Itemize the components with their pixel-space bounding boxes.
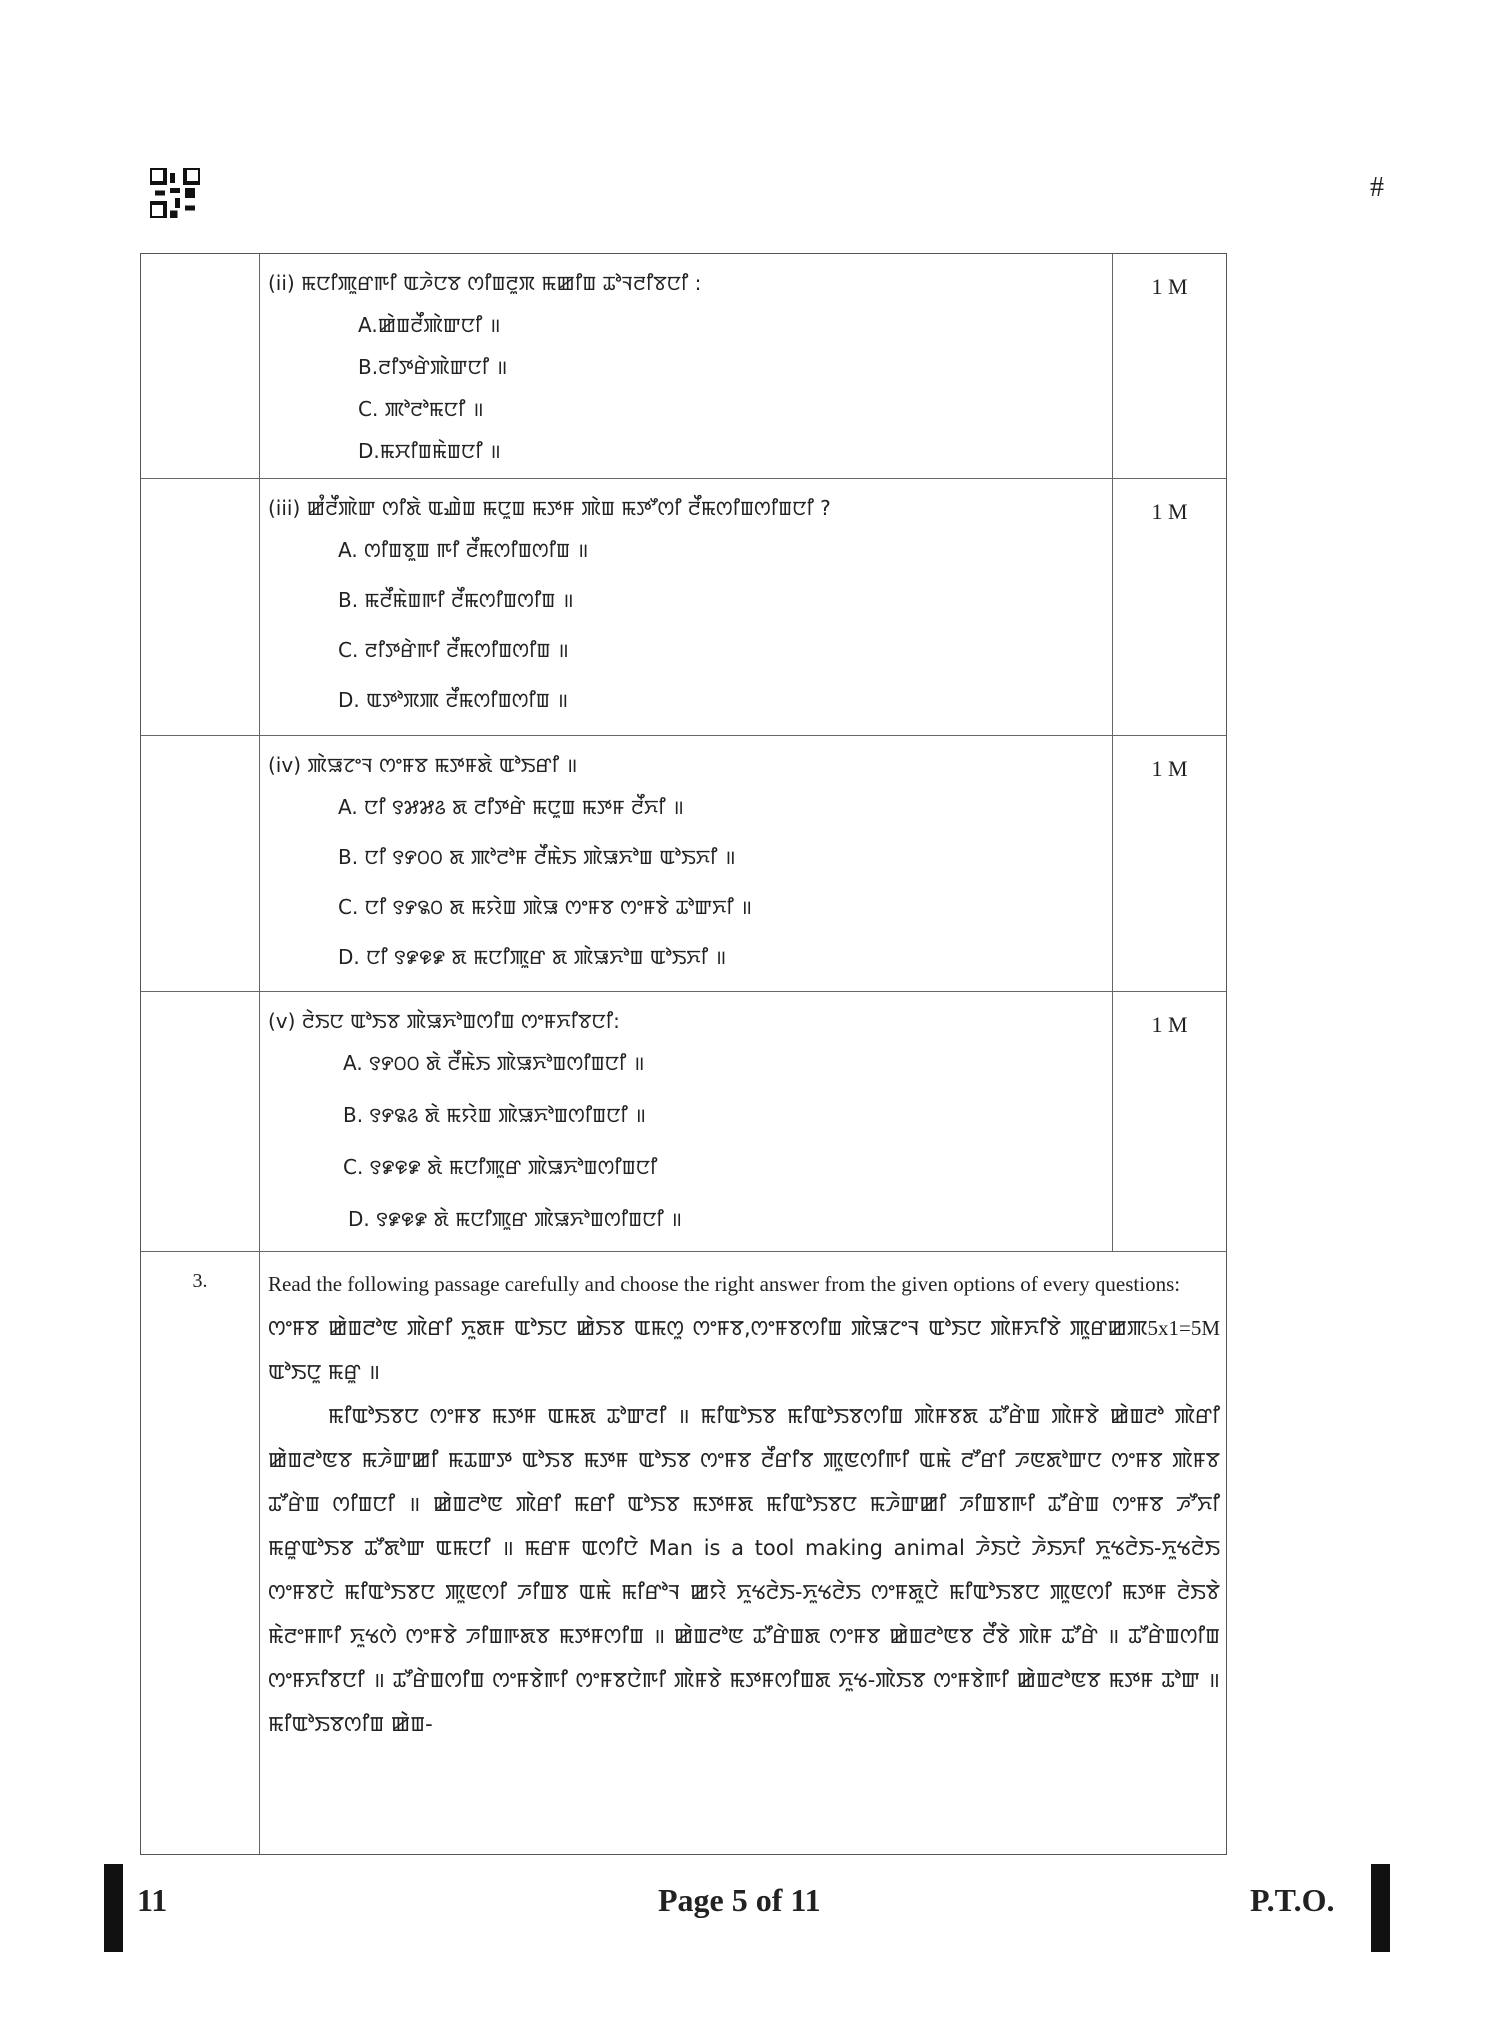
question-text: ꯃꯅꯤꯄꯨꯔꯒꯤ ꯑꯍꯥꯅꯕ ꯁꯤꯡꯂꯨꯞ ꯃꯀꯤꯡ ꯊꯣꯜꯂꯤꯕꯅꯤ : bbox=[301, 271, 702, 295]
option: D. ꯱꯹꯶꯹ ꯗꯥ ꯃꯅꯤꯄꯨꯔ ꯄꯥꯎꯈꯣꯡꯁꯤꯡꯅꯤ ॥ bbox=[348, 1207, 683, 1231]
question-row: (ii) ꯃꯅꯤꯄꯨꯔꯒꯤ ꯑꯍꯥꯅꯕ ꯁꯤꯡꯂꯨꯞ ꯃꯀꯤꯡ ꯊꯣꯜꯂꯤꯕꯅꯤ : A.ꯀꯥꯡꯂꯩꯄꯥꯛꯅꯤ ॥ B.ꯂꯤꯇꯔꯥꯄꯥꯛꯅꯤ ॥ C. ꯄꯣꯂꯣꯃꯅꯤ ॥ D.ꯃꯆꯤꯡꯃꯥꯡꯅꯤ ॥ 1 M bbox=[141, 254, 1226, 479]
option: C. ꯂꯤꯇꯔꯥꯒꯤ ꯂꯩꯃꯁꯤꯡꯁꯤꯡ ॥ bbox=[338, 638, 569, 662]
footer-bar-right bbox=[1371, 1864, 1390, 1952]
option: A. ꯁꯤꯡꯕꯨꯡ ꯒꯤ ꯂꯩꯃꯁꯤꯡꯁꯤꯡ ॥ bbox=[338, 538, 589, 562]
page-mark: # bbox=[1370, 172, 1384, 203]
question-table bbox=[140, 253, 1227, 1855]
marks: 5x1=5M bbox=[1147, 1316, 1220, 1340]
question-text: ꯂꯥꯏꯅ ꯑꯣꯏꯕ ꯄꯥꯎꯈꯣꯡꯁꯤꯡ ꯁꯦꯝꯈꯤꯕꯅꯤ: bbox=[301, 1009, 620, 1033]
marks: 1 M bbox=[1112, 479, 1226, 735]
question-row: (iii) ꯀꯪꯂꯩꯄꯥꯛ ꯁꯤꯗꯥ ꯑꯉꯥꯡ ꯃꯅꯨꯡ ꯃꯇꯝ ꯄꯥꯡ ꯃꯇꯧꯁꯤ ꯂꯩꯃꯁꯤꯡꯁꯤꯡꯅꯤ ? A. ꯁꯤꯡꯕꯨꯡ ꯒꯤ ꯂꯩꯃꯁꯤꯡꯁꯤꯡ ॥ B. ꯃꯂꯩꯃꯥꯡꯒꯤ ꯂꯩꯃꯁꯤꯡꯁꯤꯡ ॥ C. ꯂꯤꯇꯔꯥꯒꯤ ꯂꯩꯃꯁꯤꯡꯁꯤꯡ ॥ D. ꯑꯇꯣꯞꯄ ꯂꯩꯃꯁꯤꯡꯁꯤꯡ ॥ 1 M bbox=[141, 479, 1226, 736]
marks: 1 M bbox=[1112, 736, 1226, 991]
question-text: ꯀꯪꯂꯩꯄꯥꯛ ꯁꯤꯗꯥ ꯑꯉꯥꯡ ꯃꯅꯨꯡ ꯃꯇꯝ ꯄꯥꯡ ꯃꯇꯧꯁꯤ ꯂꯩꯃꯁꯤꯡꯁꯤꯡꯅꯤ ? bbox=[306, 496, 831, 520]
marks: 1 M bbox=[1112, 254, 1226, 478]
option: C. ꯱꯹꯶꯹ ꯗꯥ ꯃꯅꯤꯄꯨꯔ ꯄꯥꯎꯈꯣꯡꯁꯤꯡꯅꯤ bbox=[343, 1155, 658, 1179]
page-footer bbox=[0, 1864, 1505, 1954]
question-row: (iv) ꯄꯥꯎꯖꯦꯜ ꯁꯦꯝꯕ ꯃꯇꯝꯗꯥ ꯑꯣꯏꯔꯤ ॥ A. ꯅꯤ ꯱꯷꯷꯴ ꯗ ꯂꯤꯇꯔꯥ ꯃꯅꯨꯡ ꯃꯇꯝ ꯂꯩꯈꯤ ॥ B. ꯅꯤ ꯱꯸꯰꯰ ꯗ ꯄꯣꯂꯣꯝ ꯂꯩꯃꯥꯏ ꯄꯥꯎꯈꯣꯡ ꯑꯣꯏꯈꯤ ॥ C. ꯅꯤ ꯱꯸꯲꯰ ꯗ ꯃꯌꯥꯡ ꯄꯥꯎ ꯁꯦꯝꯕ ꯁꯦꯝꯕꯥ ꯊꯣꯛꯈꯤ ॥ D. ꯅꯤ ꯱꯹꯶꯹ ꯗ ꯃꯅꯤꯄꯨꯔ ꯗ ꯄꯥꯎꯈꯣꯡ ꯑꯣꯏꯈꯤ ॥ 1 M bbox=[141, 736, 1226, 992]
instruction: Read the following passage carefully and choose the right answer from the given options of every questions: 5x1=5M bbox=[268, 1262, 1220, 1306]
page-total: 11 bbox=[137, 1882, 168, 1918]
option: B. ꯅꯤ ꯱꯸꯰꯰ ꯗ ꯄꯣꯂꯣꯝ ꯂꯩꯃꯥꯏ ꯄꯥꯎꯈꯣꯡ ꯑꯣꯏꯈꯤ ॥ bbox=[338, 845, 736, 869]
marks: 1 M bbox=[1112, 992, 1226, 1251]
question-text: ꯄꯥꯎꯖꯦꯜ ꯁꯦꯝꯕ ꯃꯇꯝꯗꯥ ꯑꯣꯏꯔꯤ ॥ bbox=[307, 753, 578, 777]
option: D. ꯑꯇꯣꯞꯄ ꯂꯩꯃꯁꯤꯡꯁꯤꯡ ॥ bbox=[338, 688, 569, 712]
option: D.ꯃꯆꯤꯡꯃꯥꯡꯅꯤ ॥ bbox=[358, 439, 501, 463]
question-number: 3. bbox=[141, 1252, 260, 1854]
page-number: Page 5 of 11 bbox=[658, 1882, 821, 1918]
pto-label: P.T.O. bbox=[1250, 1882, 1335, 1918]
question-row-3 bbox=[141, 1252, 1226, 1854]
option: B. ꯱꯸꯲꯴ ꯗꯥ ꯃꯌꯥꯡ ꯄꯥꯎꯈꯣꯡꯁꯤꯡꯅꯤ ॥ bbox=[343, 1103, 647, 1127]
option: A. ꯱꯸꯰꯰ ꯗꯥ ꯂꯩꯃꯥꯏ ꯄꯥꯎꯈꯣꯡꯁꯤꯡꯅꯤ ॥ bbox=[343, 1051, 645, 1075]
option: D. ꯅꯤ ꯱꯹꯶꯹ ꯗ ꯃꯅꯤꯄꯨꯔ ꯗ ꯄꯥꯎꯈꯣꯡ ꯑꯣꯏꯈꯤ ॥ bbox=[338, 945, 727, 969]
qr-code bbox=[150, 168, 200, 218]
passage-intro: ꯁꯦꯝꯕ ꯀꯥꯡꯂꯣꯟ ꯄꯥꯔꯤ ꯈꯨꯗꯝ ꯑꯣꯏꯅ ꯀꯥꯏꯕ ꯑꯃꯁꯨ ꯁꯦꯝꯕ,ꯁꯦꯝꯕꯁꯤꯡ ꯄꯥꯎꯖꯦꯜ ꯑꯣꯏꯅ ꯄꯥꯝꯈꯤꯕꯥ ꯄꯨꯔꯀꯄ ꯑꯣꯏꯅꯨ ꯃꯔꯨ ॥ bbox=[268, 1316, 1148, 1384]
option: B.ꯂꯤꯇꯔꯥꯄꯥꯛꯅꯤ ॥ bbox=[358, 355, 508, 379]
question-row: (v) ꯂꯥꯏꯅ ꯑꯣꯏꯕ ꯄꯥꯎꯈꯣꯡꯁꯤꯡ ꯁꯦꯝꯈꯤꯕꯅꯤ: A. ꯱꯸꯰꯰ ꯗꯥ ꯂꯩꯃꯥꯏ ꯄꯥꯎꯈꯣꯡꯁꯤꯡꯅꯤ ॥ B. ꯱꯸꯲꯴ ꯗꯥ ꯃꯌꯥꯡ ꯄꯥꯎꯈꯣꯡꯁꯤꯡꯅꯤ ॥ C. ꯱꯹꯶꯹ ꯗꯥ ꯃꯅꯤꯄꯨꯔ ꯄꯥꯎꯈꯣꯡꯁꯤꯡꯅꯤ D. ꯱꯹꯶꯹ ꯗꯥ ꯃꯅꯤꯄꯨꯔ ꯄꯥꯎꯈꯣꯡꯁꯤꯡꯅꯤ ॥ 1 M bbox=[141, 992, 1226, 1252]
option: A. ꯅꯤ ꯱꯷꯷꯴ ꯗ ꯂꯤꯇꯔꯥ ꯃꯅꯨꯡ ꯃꯇꯝ ꯂꯩꯈꯤ ॥ bbox=[338, 795, 684, 819]
option: A.ꯀꯥꯡꯂꯩꯄꯥꯛꯅꯤ ॥ bbox=[358, 313, 501, 337]
passage: ꯃꯤꯑꯣꯏꯕꯅ ꯁꯦꯝꯕ ꯃꯇꯝ ꯑꯃꯗ ꯊꯣꯛꯂꯤ ॥ ꯃꯤꯑꯣꯏꯕ ꯃꯤꯑꯣꯏꯕꯁꯤꯡ ꯄꯥꯝꯕꯗ ꯊꯧꯔꯥꯡ ꯄꯥꯝꯕꯥ ꯀꯥꯡꯂꯣ ꯄꯥꯔꯤ ꯀꯥꯡꯂꯣꯟꯕ ꯃꯍꯥꯛꯀꯤ ꯃꯊꯛꯇ ꯑꯣꯏꯕ ꯃꯇꯝ ꯑꯣꯏꯕ ꯁꯦꯝꯕ ꯂꯩꯔꯤꯕ ꯄꯨꯟꯁꯤꯒꯤ ꯑꯃꯥ ꯂꯧꯔꯤ ꯍꯟꯗꯣꯛꯅ ꯁꯦꯝꯕ ꯄꯥꯝꯕ ꯊꯧꯔꯥꯡ ꯁꯤꯡꯅꯤ ॥ ꯀꯥꯡꯂꯣꯟ ꯄꯥꯔꯤ ꯃꯔꯤ ꯑꯣꯏꯕ ꯃꯇꯝꯗ ꯃꯤꯑꯣꯏꯕꯅ ꯃꯍꯥꯛꯀꯤ ꯍꯤꯡꯕꯒꯤ ꯊꯧꯔꯥꯡ ꯁꯦꯝꯕ ꯍꯧꯈꯤ ꯃꯔꯨꯑꯣꯏꯕ ꯊꯧꯗꯣꯛ ꯑꯃꯅꯤ ॥ ꯃꯔꯝ ꯑꯁꯤꯅꯥ Man is a tool making animal ꯍꯥꯏꯅꯥ ꯍꯥꯏꯈꯤ ꯈꯨꯠꯂꯥꯏ-ꯈꯨꯠꯂꯥꯏ ꯁꯦꯝꯕꯅꯥ ꯃꯤꯑꯣꯏꯕꯅ ꯄꯨꯟꯁꯤ ꯍꯤꯡꯕ ꯑꯃꯥ ꯃꯤꯔꯣꯜ ꯀꯌꯥ ꯈꯨꯠꯂꯥꯏ-ꯈꯨꯠꯂꯥꯏ ꯁꯦꯝꯗꯨꯅꯥ ꯃꯤꯑꯣꯏꯕꯅ ꯄꯨꯟꯁꯤ ꯃꯇꯝ ꯂꯥꯏꯕꯥ ꯃꯥꯂꯦꯝꯒꯤ ꯈꯨꯠꯁꯥ ꯁꯦꯝꯕꯥ ꯍꯤꯡꯒꯗꯕ ꯃꯇꯝꯁꯤꯡ ॥ ꯀꯥꯡꯂꯣꯟ ꯊꯧꯔꯥꯡꯗ ꯁꯦꯝꯕ ꯀꯥꯡꯂꯣꯟꯕ ꯂꯩꯕꯥ ꯄꯥꯝ ꯊꯧꯔꯥ ॥ ꯊꯧꯔꯥꯡꯁꯤꯡ ꯁꯦꯝꯈꯤꯕꯅꯤ ॥ ꯊꯧꯔꯥꯡꯁꯤꯡ ꯁꯦꯝꯕꯥꯒꯤ ꯁꯦꯝꯕꯅꯥꯒꯤ ꯄꯥꯝꯕꯥ ꯃꯇꯝꯁꯤꯡꯗ ꯈꯨꯠ-ꯄꯥꯏꯕ ꯁꯦꯝꯕꯥꯒꯤ ꯀꯥꯡꯂꯣꯟꯕ ꯃꯇꯝ ꯊꯣꯛ ॥ ꯃꯤꯑꯣꯏꯕꯁꯤꯡ ꯀꯥꯡ- bbox=[268, 1404, 1220, 1736]
option: B. ꯃꯂꯩꯃꯥꯡꯒꯤ ꯂꯩꯃꯁꯤꯡꯁꯤꯡ ॥ bbox=[338, 588, 574, 612]
option: C. ꯄꯣꯂꯣꯃꯅꯤ ॥ bbox=[358, 397, 484, 421]
option: C. ꯅꯤ ꯱꯸꯲꯰ ꯗ ꯃꯌꯥꯡ ꯄꯥꯎ ꯁꯦꯝꯕ ꯁꯦꯝꯕꯥ ꯊꯣꯛꯈꯤ ॥ bbox=[338, 895, 753, 919]
footer-bar-left bbox=[104, 1864, 123, 1952]
